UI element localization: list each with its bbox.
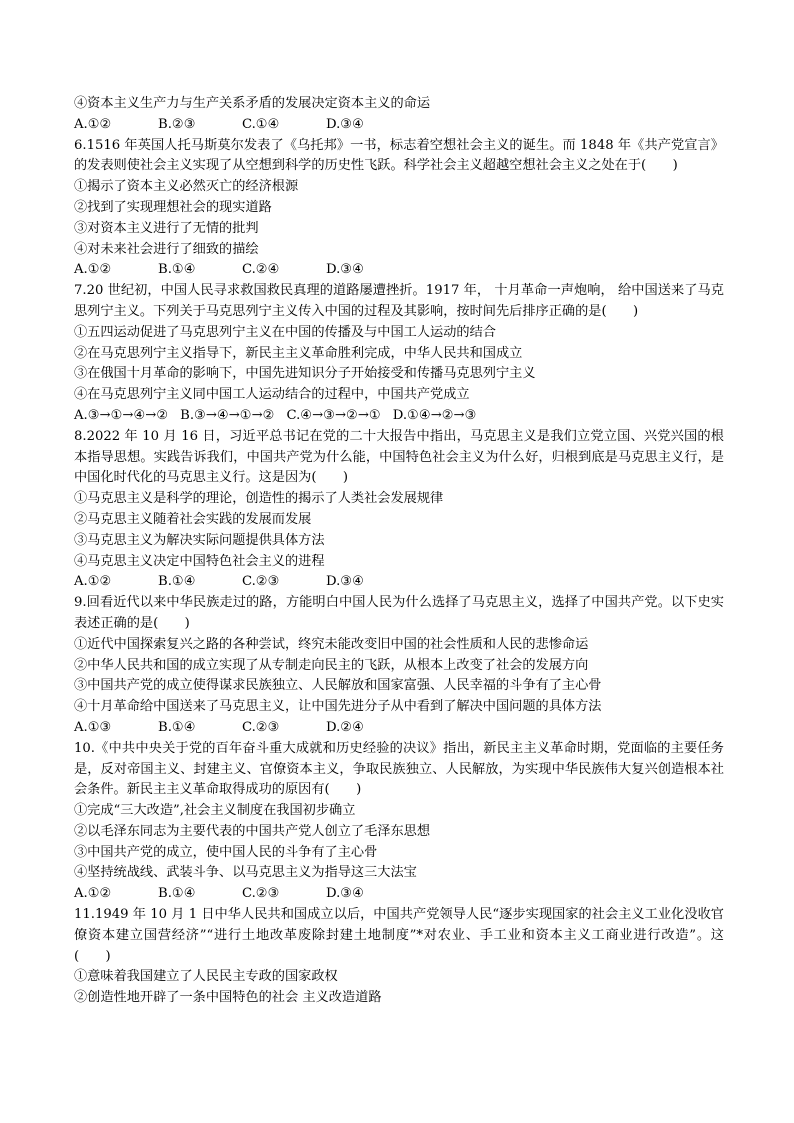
question-8: [74, 427, 724, 593]
question-6: [74, 136, 724, 282]
q10-stem: 10.《中共中央关于党的百年奋斗重大成就和历史经验的决议》指出，新民主主义革命时期，党面临的主要任务是，反对帝国主义、封建主义、官僚资本主义，争取民族独立、人民解放，为实现中华民族伟大复兴创造根本社会条件。新民主主义革命取得成功的原因有( ): [74, 740, 724, 798]
q7-item-3: ③在俄国十月革命的影响下，中国先进知识分子开始接受和传播马克思列宁主义: [74, 366, 536, 382]
q9-options: [74, 718, 724, 739]
q5-option-b: B.②③: [158, 116, 196, 132]
q5-item-4: ④资本主义生产力与生产关系矛盾的发展决定资本主义的命运: [74, 96, 431, 111]
q10-option-a: A.①②: [74, 886, 112, 902]
q5-options: [74, 115, 724, 136]
q10-item-2: ②以毛泽东同志为主要代表的中国共产党人创立了毛泽东思想: [74, 823, 431, 839]
q6-option-c: C.②④: [242, 262, 280, 278]
q5-option-c: C.①④: [242, 116, 280, 132]
q8-option-b: B.①④: [158, 574, 196, 590]
question-9: [74, 593, 724, 739]
q6-option-d: D.③④: [326, 262, 364, 278]
q8-option-c: C.②③: [242, 574, 280, 590]
q8-option-a: A.①②: [74, 574, 112, 590]
q8-item-2: ②马克思主义随着社会实践的发展而发展: [74, 511, 312, 527]
q8-option-d: D.③④: [326, 574, 364, 590]
q8-item-1: ①马克思主义是科学的理论，创造性的揭示了人类社会发展规律: [74, 491, 444, 507]
q6-item-2: ②找到了实现理想社会的现实道路: [74, 199, 272, 215]
q8-item-4: ④马克思主义决定中国特色社会主义的进程: [74, 553, 325, 569]
q9-option-a: A.①③: [74, 719, 112, 735]
q11-item-2: ②创造性地开辟了一条中国特色的社会 主义改造道路: [74, 990, 382, 1006]
q6-options: [74, 260, 724, 281]
q10-item-1: ①完成“三大改造”,社会主义制度在我国初步确立: [74, 803, 356, 819]
question-7: [74, 281, 724, 427]
q6-item-4: ④对未来社会进行了细致的描绘: [74, 241, 259, 257]
q11-item-1: ①意味着我国建立了人民民主专政的国家政权: [74, 969, 338, 985]
q7-option-c: C.④→③→②→①: [286, 407, 381, 423]
q9-option-c: C.②③: [242, 719, 280, 735]
q10-option-b: B.①④: [158, 886, 196, 902]
q10-options: [74, 884, 724, 905]
q8-item-3: ③马克思主义为解决实际问题提供具体方法: [74, 532, 325, 548]
q5-option-d: D.③④: [326, 116, 364, 132]
exam-page: [74, 94, 724, 1009]
q9-item-2: ②中华人民共和国的成立实现了从专制走向民主的飞跃，从根本上改变了社会的发展方向: [74, 657, 589, 673]
q9-option-b: B.①④: [158, 719, 196, 735]
q7-stem: 7.20 世纪初，中国人民寻求救国救民真理的道路屡遭挫折。1917 年， 十月革命一声炮响， 给中国送来了马克思列宁主义。下列关于马克思列宁主义传入中国的过程及其影响，按时间先后排序正确的是( ): [74, 283, 724, 319]
q6-option-a: A.①②: [74, 262, 112, 278]
q11-stem: 11.1949 年 10 月 1 日中华人民共和国成立以后，中国共产党领导人民“逐步实现国家的社会主义工业化没收官僚资本建立国营经济”“进行土地改革废除封建土地制度”*对农业、手工业和资本主义工商业进行改造”。这( ): [74, 907, 724, 964]
q7-item-1: ①五四运动促进了马克思列宁主义在中国的传播及与中国工人运动的结合: [74, 324, 496, 340]
q9-item-4: ④十月革命给中国送来了马克思主义，让中国先进分子从中看到了解决中国问题的具体方法: [74, 699, 602, 715]
q5-option-a: A.①②: [74, 116, 112, 132]
q6-item-3: ③对资本主义进行了无情的批判: [74, 220, 259, 236]
q7-item-2: ②在马克思列宁主义指导下，新民主主义革命胜利完成，中华人民共和国成立: [74, 345, 523, 361]
q9-stem: 9.回看近代以来中华民族走过的路，方能明白中国人民为什么选择了马克思主义，选择了中国共产党。以下史实表述正确的是( ): [74, 595, 724, 631]
q6-item-1: ①揭示了资本主义必然灭亡的经济根源: [74, 179, 299, 195]
q7-option-b: B.③→④→①→②: [180, 407, 275, 423]
q8-stem: 8.2022 年 10 月 16 日，习近平总书记在党的二十大报告中指出，马克思主义是我们立党立国、兴党兴国的根本指导思想。实践告诉我们，中国共产党为什么能，中国特色社会主义为什么好，归根到底是马克思主义行，是中国化时代化的马克思主义行。这是因为( ): [74, 428, 724, 486]
q10-option-c: C.②③: [242, 886, 280, 902]
q9-item-1: ①近代中国探索复兴之路的各种尝试，终究未能改变旧中国的社会性质和人民的悲惨命运: [74, 636, 589, 652]
q10-item-4: ④坚持统战线、武装斗争、以马克思主义为指导这三大法宝: [74, 865, 417, 881]
q6-stem: 6.1516 年英国人托马斯莫尔发表了《乌托邦》一书，标志着空想社会主义的诞生。而 1848 年《共产党宣言》的发表则使社会主义实现了从空想到科学的历史性飞跃。科学社会主义超越空想社会主义之处在于( ): [74, 137, 724, 174]
q9-item-3: ③中国共产党的成立使得谋求民族独立、人民解放和国家富强、人民幸福的斗争有了主心骨: [74, 678, 602, 694]
q7-options: [74, 406, 724, 427]
q7-option-a: A.③→①→④→②: [74, 407, 169, 423]
q10-option-d: D.③④: [326, 886, 364, 902]
question-10: [74, 739, 724, 905]
q9-option-d: D.②④: [326, 719, 364, 735]
q7-option-d: D.①④→②→③: [392, 407, 477, 423]
question-11: [74, 905, 724, 1009]
q10-item-3: ③中国共产党的成立，使中国人民的斗争有了主心骨: [74, 844, 378, 860]
q7-item-4: ④在马克思列宁主义同中国工人运动结合的过程中，中国共产党成立: [74, 387, 470, 403]
q6-option-b: B.①④: [158, 262, 196, 278]
q8-options: [74, 572, 724, 593]
